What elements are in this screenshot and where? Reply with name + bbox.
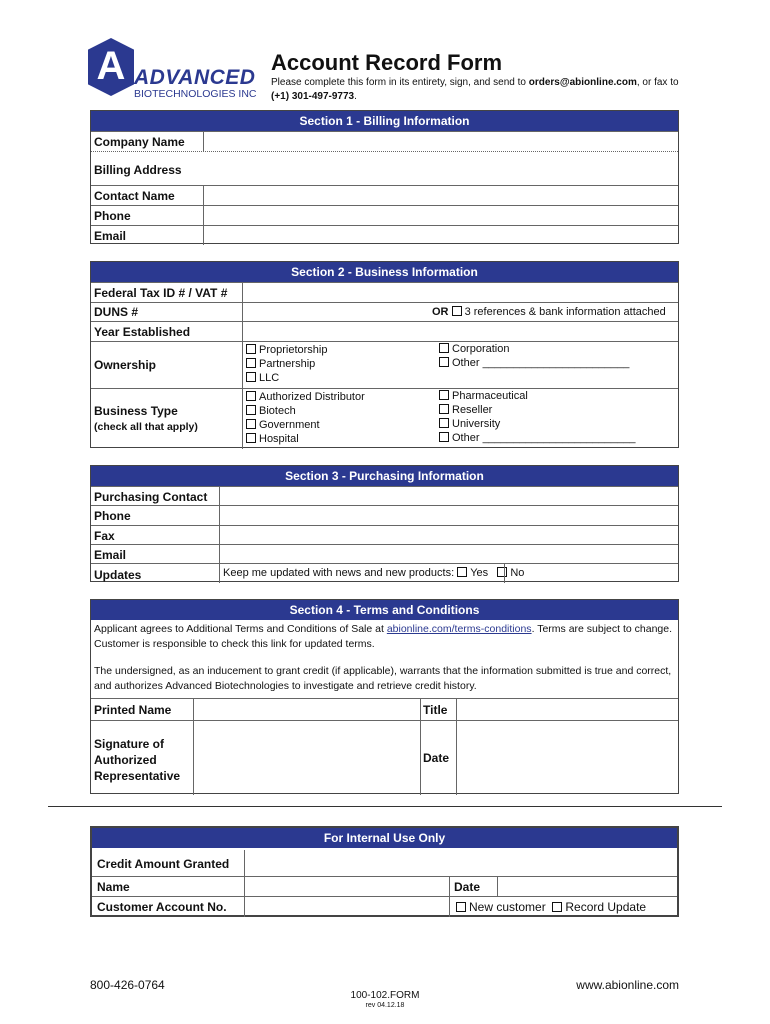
credit-row[interactable]: Credit Amount Granted (97, 857, 230, 871)
business-type-row: Business Type (check all that apply) Authorized Distributor Biotech Government Hospital Pharmaceutical Reseller University Other _________________________ (91, 388, 678, 449)
divider (497, 876, 498, 896)
section-billing (90, 110, 679, 244)
printed-name-row[interactable]: Printed Name Title (91, 698, 678, 720)
year-row[interactable]: Year Established (91, 321, 678, 341)
divider (193, 698, 194, 795)
duns-row[interactable]: DUNS # OR 3 references & bank information attached (91, 302, 678, 321)
billing-address-row[interactable]: Billing Address (91, 151, 678, 185)
footer-form-number: 100-102.FORM (350, 990, 420, 1001)
signature-row[interactable]: Signature of Authorized Representative Date (91, 720, 678, 795)
intro-text: Please complete this form in its entirety, sign, and send to orders@abionline.com, or fax to (+1) 301-497-9773. (271, 77, 679, 102)
account-row[interactable]: Customer Account No. New customer Record Update (92, 896, 677, 917)
authorized-distributor-checkbox[interactable] (246, 391, 256, 401)
record-update-checkbox[interactable] (552, 902, 562, 912)
purchasing-email-row[interactable]: Email (91, 544, 678, 563)
section-business (90, 261, 679, 448)
llc-checkbox[interactable] (246, 372, 256, 382)
check-all-note: (check all that apply) (94, 421, 198, 433)
logo-wordmark: ADVANCED (134, 66, 256, 89)
ownership-other-checkbox[interactable] (439, 357, 449, 367)
government-checkbox[interactable] (246, 419, 256, 429)
ownership-row: Ownership Proprietorship Partnership LLC Corporation Other ________________________ (91, 341, 678, 388)
title-label: Title (423, 703, 448, 717)
pharmaceutical-checkbox[interactable] (439, 390, 449, 400)
contact-name-row[interactable]: Contact Name (91, 185, 678, 205)
internal-title: For Internal Use Only (92, 828, 677, 848)
section-3-title: Section 3 - Purchasing Information (91, 466, 678, 486)
footer-website[interactable]: www.abionline.com (576, 978, 679, 992)
divider (203, 131, 204, 151)
tax-id-row[interactable]: Federal Tax ID # / VAT # (91, 282, 678, 302)
section-4-title: Section 4 - Terms and Conditions (91, 600, 678, 620)
company-name-row: Company Name (91, 131, 678, 151)
terms-paragraph: Applicant agrees to Additional Terms and Conditions of Sale at abionline.com/terms-conditions. Terms are subject to change. Customer is responsible to check this link for updated terms. (94, 623, 673, 650)
divider (242, 282, 243, 449)
section-1-title: Section 1 - Billing Information (91, 111, 678, 131)
divider (219, 486, 220, 583)
divider (244, 850, 245, 917)
partnership-checkbox[interactable] (246, 358, 256, 368)
reseller-checkbox[interactable] (439, 404, 449, 414)
section-2-title: Section 2 - Business Information (91, 262, 678, 282)
business-other-checkbox[interactable] (439, 432, 449, 442)
proprietorship-checkbox[interactable] (246, 344, 256, 354)
updates-no-checkbox[interactable] (497, 567, 507, 577)
divider (456, 698, 457, 795)
purchasing-fax-row[interactable]: Fax (91, 525, 678, 544)
email-row[interactable]: Email (91, 225, 678, 245)
biotech-checkbox[interactable] (246, 405, 256, 415)
updates-yes-checkbox[interactable] (457, 567, 467, 577)
divider (504, 563, 505, 583)
section-internal (90, 826, 679, 917)
section-terms (90, 599, 679, 794)
corporation-checkbox[interactable] (439, 343, 449, 353)
date-label: Date (423, 751, 450, 765)
separator-line (48, 806, 722, 807)
fax-number: (+1) 301-497-9773 (271, 91, 355, 102)
divider (203, 185, 204, 245)
page-title: Account Record Form (271, 50, 503, 75)
references-checkbox[interactable] (452, 306, 462, 316)
phone-row[interactable]: Phone (91, 205, 678, 225)
logo-letter: A (96, 44, 126, 88)
terms-link[interactable]: abionline.com/terms-conditions (386, 623, 532, 635)
section-purchasing (90, 465, 679, 582)
new-customer-checkbox[interactable] (456, 902, 466, 912)
updates-row: Updates Keep me updated with news and new products: Yes No (91, 563, 678, 583)
footer-revision: rev 04.12.18 (365, 1002, 405, 1009)
footer-phone: 800-426-0764 (90, 978, 165, 992)
internal-name-row[interactable]: Name Date (92, 876, 677, 896)
credit-paragraph: The undersigned, as an inducement to grant credit (if applicable), warrants that the information submitted is true and correct, and authorizes Advanced Biotechnologies to investigate and retrieve credit history. (94, 665, 672, 692)
order-email[interactable]: orders@abionline.com (528, 77, 637, 88)
purchasing-contact-row[interactable]: Purchasing Contact (91, 486, 678, 505)
logo-subtitle: BIOTECHNOLOGIES INC (134, 88, 257, 100)
divider (420, 698, 421, 795)
university-checkbox[interactable] (439, 418, 449, 428)
divider (449, 876, 450, 917)
hospital-checkbox[interactable] (246, 433, 256, 443)
purchasing-phone-row[interactable]: Phone (91, 505, 678, 525)
